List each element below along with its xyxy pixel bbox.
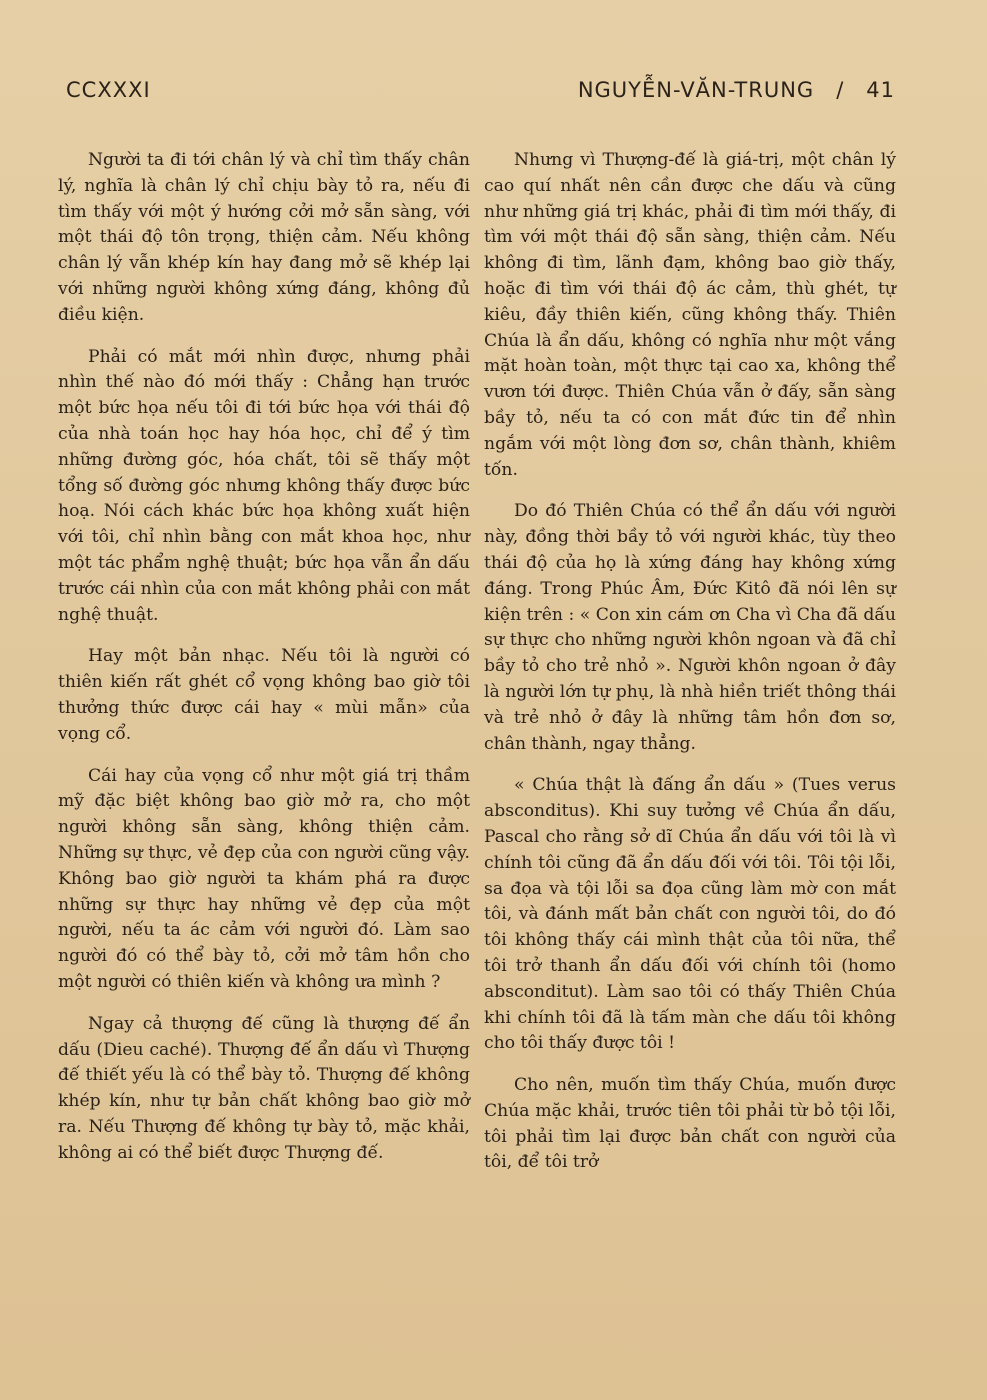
running-header xyxy=(66,78,895,102)
header-separator: / xyxy=(836,78,845,102)
header-section-number: CCXXXI xyxy=(66,78,151,102)
paragraph: Nhưng vì Thượng-đế là giá-trị, một chân lý cao quí nhất nên cần được che dấu và cũng như những giá trị khác, phải đi tìm mới thấy, đi tìm với một thái độ sẵn sàng, thiện cảm. Nếu không đi tìm, lãnh đạm, không bao giờ thấy, hoặc đi tìm với thái độ ác cảm, thù ghét, tự kiêu, đầy thiên kiến, cũng không thấy. Thiên Chúa là ẩn dấu, không có nghĩa như một vắng mặt hoàn toàn, một thực tại cao xa, không thể vươn tới được. Thiên Chúa vẫn ở đấy, sẵn sàng bầy tỏ, nếu ta có con mắt đức tin để nhìn ngắm với một lòng đơn sơ, chân thành, khiêm tốn. xyxy=(484,150,896,480)
paragraph: Cho nên, muốn tìm thấy Chúa, muốn được Chúa mặc khải, trước tiên tôi phải từ bỏ tội lỗi, tôi phải tìm lại được bản chất con người của tôi, để tôi trở xyxy=(484,1075,896,1173)
header-author: NGUYỄN-VĂN-TRUNG xyxy=(577,78,815,102)
paragraph: Ngay cả thượng đế cũng là thượng đế ẩn dấu (Dieu caché). Thượng đế ẩn dấu vì Thượng đế thiết yếu là có thể bày tỏ. Thượng đế không khép kín, như tự bản chất không bao giờ mở ra. Nếu Thượng đế không tự bày tỏ, mặc khải, không ai có thể biết được Thượng đế. xyxy=(58,1013,470,1163)
left-column xyxy=(58,148,470,1182)
paragraph: Hay một bản nhạc. Nếu tôi là người có thiên kiến rất ghét cổ vọng không bao giờ tôi thưởng thức được cái hay « mùi mẫn» của vọng cổ. xyxy=(58,646,470,744)
right-column xyxy=(484,148,896,1192)
page-number: 41 xyxy=(866,78,895,102)
paragraph: Người ta đi tới chân lý và chỉ tìm thấy chân lý, nghĩa là chân lý chỉ chịu bày tỏ ra, nếu đi tìm thấy với một ý hướng cởi mở sẵn sàng, với một thái độ tôn trọng, thiện cảm. Nếu không chân lý vẫn khép kín hay đang mở sẽ khép lại với những người không xứng đáng, không đủ điều kiện. xyxy=(58,150,470,325)
paragraph: « Chúa thật là đấng ẩn dấu » (Tues verus absconditus). Khi suy tưởng về Chúa ẩn dấu, Pascal cho rằng sở dĩ Chúa ẩn dấu với tôi là vì chính tôi cũng đã ẩn dấu đối với tôi. Tôi tội lỗi, sa đọa và tội lỗi sa đọa cũng làm mờ con mắt tôi, và đánh mất bản chất con người tôi, do đó tôi không thấy cái mình thật của tôi nữa, thể tôi trở thanh ẩn dấu đối với chính tôi (homo absconditut). Làm sao tôi có thấy Thiên Chúa khi chính tôi đã là tấm màn che dấu tôi không cho tôi thấy được tôi ! xyxy=(484,775,896,1054)
paragraph: Phải có mắt mới nhìn được, nhưng phải nhìn thế nào đó mới thấy : Chẳng hạn trước một bức họa nếu tôi đi tới bức họa với thái độ của nhà toán học hay hóa học, chỉ để ý tìm những đường góc, hóa chất, tôi sẽ thấy một tổng số đường góc nhưng không thấy được bức hoạ. Nói cách khác bức họa không xuất hiện với tôi, chỉ nhìn bằng con mắt khoa học, như một tác phẩm nghệ thuật; bức họa vẫn ẩn dấu trước cái nhìn của con mắt không phải con mắt nghệ thuật. xyxy=(58,346,470,625)
paragraph: Cái hay của vọng cổ như một giá trị thầm mỹ đặc biệt không bao giờ mở ra, cho một người không sẵn sàng, không thiện cảm. Những sự thực, vẻ đẹp của con người cũng vậy. Không bao giờ người ta khám phá ra được những sự thực hay những vẻ đẹp của một người, nếu ta ác cảm với người đó. Làm sao người đó có thể bày tỏ, cởi mở tâm hồn cho một người có thiên kiến và không ưa mình ? xyxy=(58,765,470,992)
paragraph: Do đó Thiên Chúa có thể ẩn dấu với người này, đồng thời bầy tỏ với người khác, tùy theo thái độ của họ là xứng đáng hay không xứng đáng. Trong Phúc Âm, Đức Kitô đã nói lên sự kiện trên : « Con xin cám ơn Cha vì Cha đã dấu sự thực cho những người khôn ngoan và đã chỉ bầy tỏ cho trẻ nhỏ ». Người khôn ngoan ở đây là người lớn tự phụ, là nhà hiền triết thông thái và trẻ nhỏ ở đây là những tâm hồn đơn sơ, chân thành, ngay thẳng. xyxy=(484,501,896,754)
header-right xyxy=(578,78,895,102)
